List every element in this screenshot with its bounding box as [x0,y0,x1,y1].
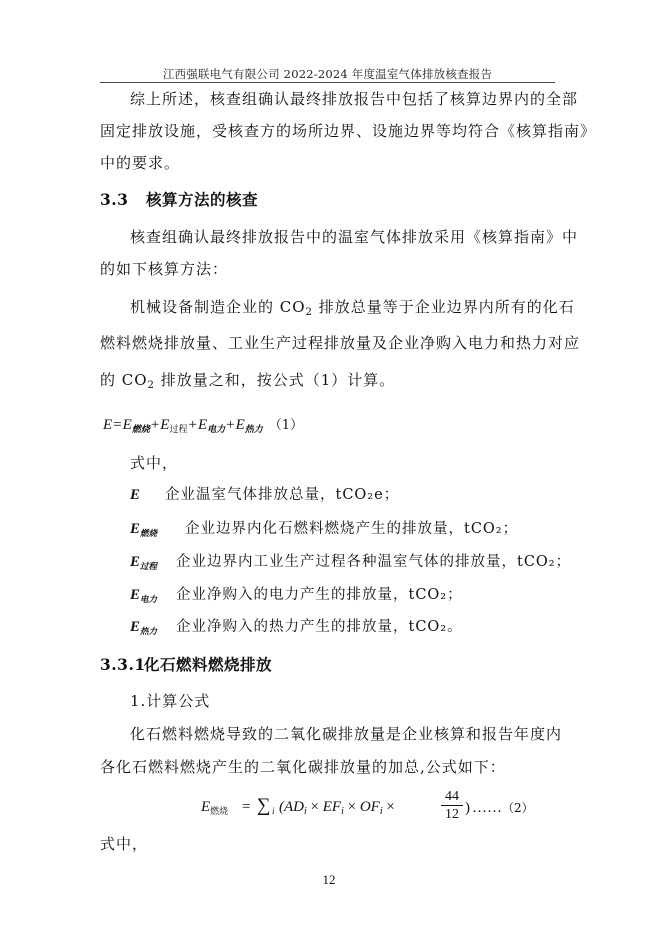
formula-symbol: E [122,417,132,433]
paragraph-line: 式中， [100,835,149,853]
formula-1 [103,414,303,435]
section-heading-3-3-1 [100,655,560,675]
formula-symbol: E [103,417,113,433]
section-number: 3.3.1 [100,655,146,674]
formula-operator: = [242,799,251,815]
paragraph-line [130,297,590,317]
text-run: 机械设备制造企业的 CO [130,298,306,316]
formula-subscript: 过程 [169,424,188,434]
formula-number: （1） [268,418,304,433]
definition-symbol: E [130,487,141,503]
paragraph-line: 综上所述，核查组确认最终排放报告中包括了核算边界内的全部 [130,90,579,108]
formula-lhs: $E_{燃烧}$ [201,799,229,816]
definition-symbol: $E_{热力}$ [130,619,158,636]
paragraph-line: 中的要求。 [100,154,181,172]
section-title: 化石燃料燃烧排放 [144,655,273,674]
formula-subscript: 电力 [207,424,226,434]
fraction-44-12: $\frac{44}{12}$ [441,788,463,824]
formula-subscript: 热力 [244,424,263,434]
text-run: 排放量之和，按公式（1）计算。 [154,371,396,389]
definition-symbol: $E_{过程}$ [130,554,158,571]
definition-text: 企业净购入的电力产生的排放量，tCO₂； [176,587,463,603]
definition-symbol: $E_{电力}$ [130,587,158,604]
section-title: 核算方法的核查 [146,190,259,209]
section-number: 3.3 [100,190,129,209]
sum-index: i [272,806,275,816]
definition-text: 企业边界内化石燃料燃烧产生的排放量，tCO₂； [185,521,519,537]
section-heading-3-3 [100,190,560,210]
text-run: 的 CO [100,371,148,389]
formula-body: ($AD_i \times EF_i \times OF_i$ × [279,799,395,817]
paragraph-line [100,370,560,390]
formula-symbol: E [235,417,245,433]
text-run: 排放总量等于企业边界内所有的化石 [312,298,575,316]
page-number: 12 [322,872,336,887]
paragraph-line: 的如下核算方法： [100,260,229,278]
formula-operator: + [150,417,160,433]
paragraph-line: 各化石燃料燃烧产生的二氧化碳排放量的加总,公式如下： [100,758,506,776]
paragraph-line: 式中， [130,454,179,472]
sum-symbol: ∑ [257,795,271,816]
subscript: 2 [147,380,155,391]
paragraph-line: 固定排放设施，受核查方的场所边界、设施边界等均符合《核算指南》 [100,122,597,140]
formula-subscript: 燃烧 [131,424,150,434]
definition-symbol: $E_{燃烧}$ [130,521,158,538]
definition-text: 企业温室气体排放总量，tCO₂e； [165,487,400,503]
paragraph-line: 1.计算公式 [130,692,211,710]
formula-symbol: E [197,417,208,433]
header-rule [100,82,555,83]
page-header: 江西强联电气有限公司 2022-2024 年度温室气体排放核查报告 [162,67,493,81]
paragraph-line: 化石燃料燃烧导致的二氧化碳排放量是企业核算和报告年度内 [130,725,563,743]
definition-text: 企业净购入的热力产生的排放量，tCO₂。 [176,619,463,635]
formula-operator: + [188,417,197,433]
paragraph-line: 核查组确认最终排放报告中的温室气体排放采用《核算指南》中 [130,228,579,246]
paragraph-line: 燃料燃烧排放量、工业生产过程排放量及企业净购入电力和热力对应 [100,334,581,352]
formula-tail: ) ……（2） [465,800,534,816]
definition-text: 企业边界内工业生产过程各种温室气体的排放量，tCO₂； [176,554,572,570]
formula-symbol: E [160,417,170,433]
formula-operator: + [226,417,235,433]
formula-operator: = [113,417,122,433]
subscript: 2 [305,307,313,318]
